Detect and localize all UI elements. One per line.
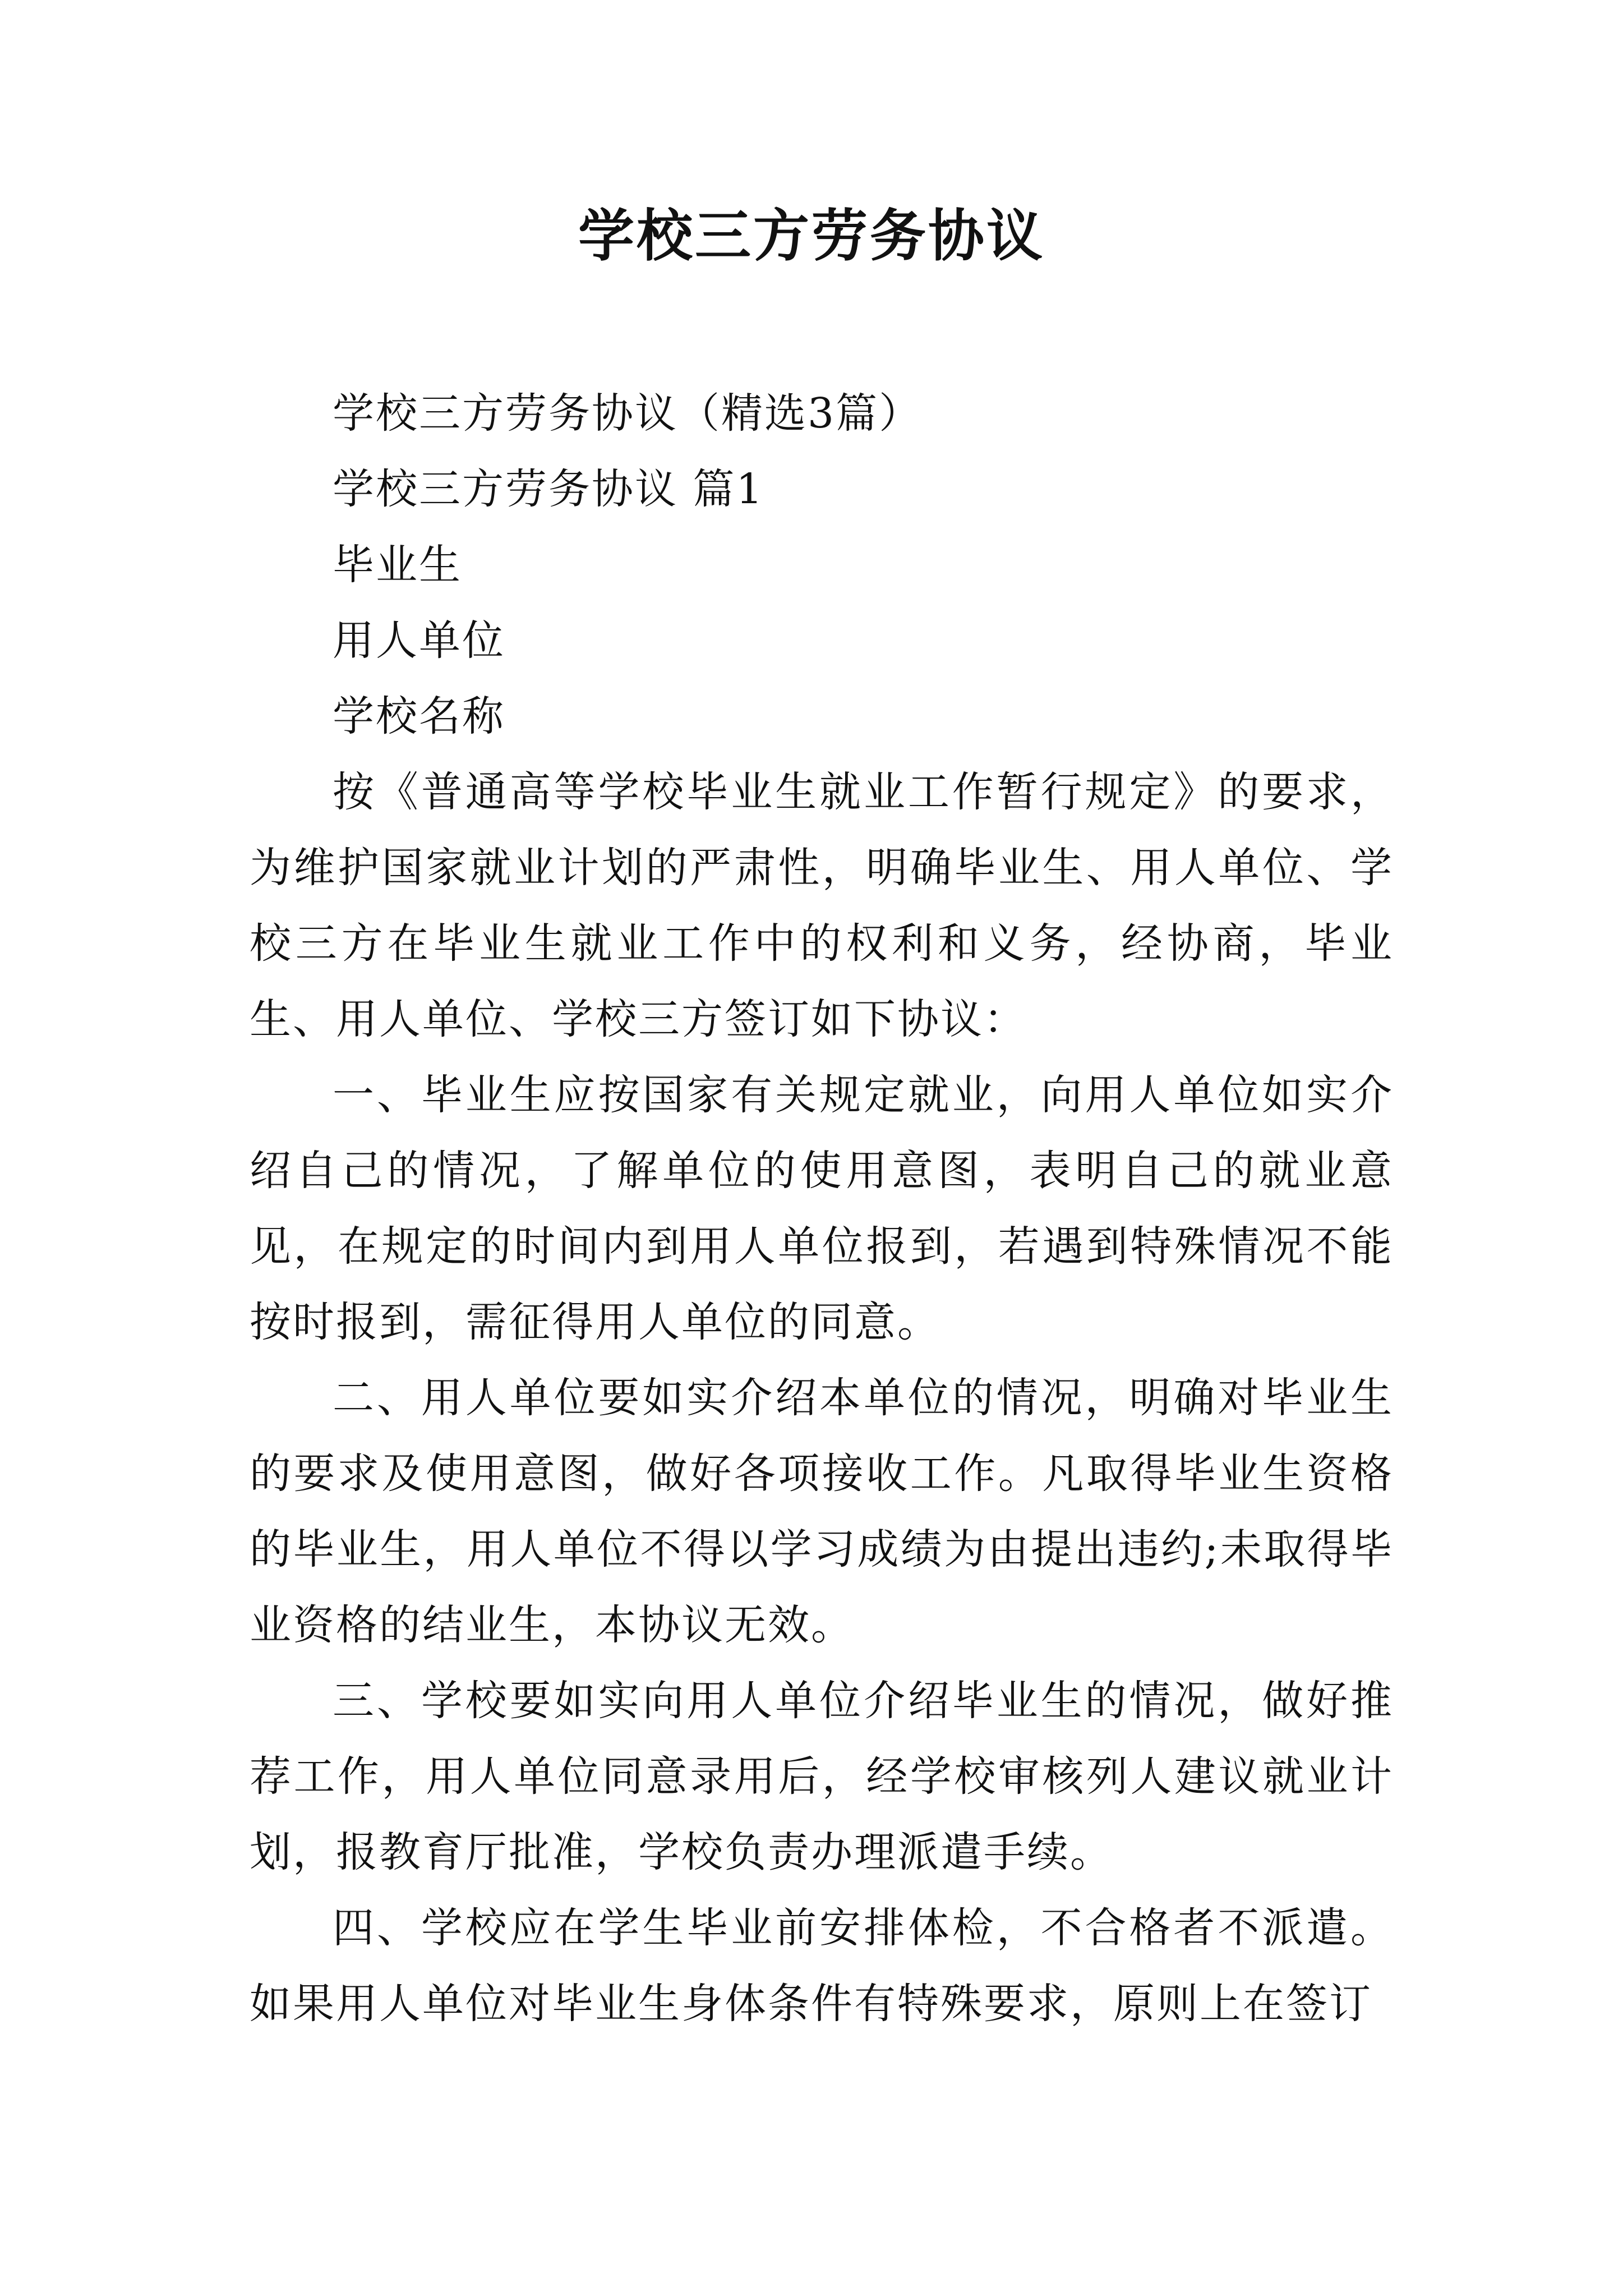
- intro-paragraph: 按《普通高等学校毕业生就业工作暂行规定》的要求，为维护国家就业计划的严肃性，明确毕业生、用人单位、学校三方在毕业生就业工作中的权利和义务，经协商，毕业生、用人单位、学校三方签订如下协议：: [250, 768, 1394, 1043]
- subtitle-paragraph: 学校三方劳务协议（精选3篇）: [333, 389, 923, 438]
- document-body: [250, 376, 1394, 2042]
- clause-1: 一、毕业生应按国家有关规定就业，向用人单位如实介绍自己的情况，了解单位的使用意图，表明自己的就业意见，在规定的时间内到用人单位报到，若遇到特殊情况不能按时报到，需征得用人单位的同意。: [250, 1071, 1394, 1346]
- clause-3: 三、学校要如实向用人单位介绍毕业生的情况，做好推荐工作，用人单位同意录用后，经学校审核列人建议就业计划，报教育厅批准，学校负责办理派遣手续。: [250, 1677, 1394, 1876]
- section-heading: 学校三方劳务协议 篇1: [333, 465, 764, 513]
- party-employer: 用人单位: [333, 616, 505, 665]
- clause-4: 四、学校应在学生毕业前安排体检，不合格者不派遣。如果用人单位对毕业生身体条件有特殊要求，原则上在签订: [250, 1904, 1394, 2028]
- document-title: 学校三方劳务协议: [578, 203, 1045, 269]
- clause-2: 二、用人单位要如实介绍本单位的情况，明确对毕业生的要求及使用意图，做好各项接收工作。凡取得毕业生资格的毕业生，用人单位不得以学习成绩为由提出违约;未取得毕业资格的结业生，本协议无效。: [250, 1374, 1394, 1649]
- party-graduate: 毕业生: [333, 541, 462, 589]
- party-school: 学校名称: [333, 692, 505, 740]
